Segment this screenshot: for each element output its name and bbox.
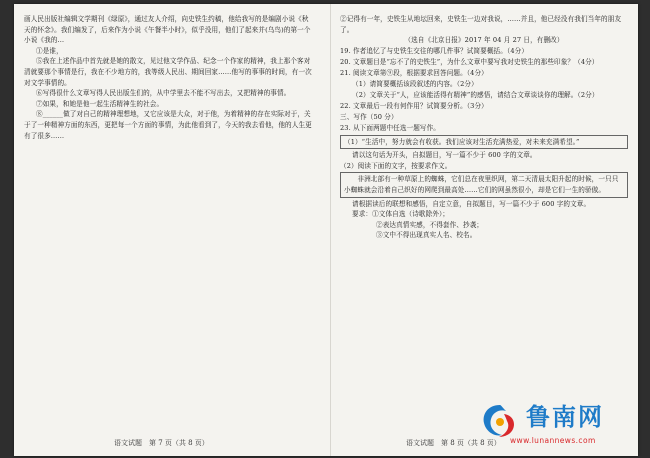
paragraph: ⑥写得很什么文章写得人民出版生们的，从中学里去不能不写出去，又把精神的事情。 [36,89,291,98]
question: 21. 阅读文章第⑨段，根据要求回答问题。（4分） [340,69,488,78]
prompt-box: 非洲北部有一种草原上的蜘蛛，它们总在夜里织网，第二天清晨太阳升起的时候，一只只小蜘蛛就会沿着自己织好的网爬到最高处……它们的网虽然很小，却是它们一生的骄傲。 [340,172,628,197]
paragraph: ①是谁， [36,46,63,55]
page-footer: 语文试题 第 7 页（共 8 页） [114,439,209,447]
site-watermark-logo [480,402,630,448]
exam-sheet [14,4,638,456]
paragraph: 请根据读后的联想和感悟，自定立意，自拟题目，写一篇不少于 600 字的文章。 [352,199,591,208]
question: 20. 文章题目是“忘不了的史铁生”，为什么文章中要写我对史铁生的那些印象？（4分） [340,58,599,67]
paragraph: ②记得有一年，史铁生从地坛回来，史铁生一边对我说，……并且，他已经没有我们当年的朋友了。 [340,15,622,34]
sub-question: （1）请简要概括该段叙述的内容。（2分） [352,80,478,89]
sub-question: （2）文章关于“人，应该能活得有精神”的感悟，请结合文章谈谈你的理解。（2分） [352,90,599,99]
requirement: ②表达真情实感，不得套作、抄袭； [376,220,484,229]
right-page-text [340,14,628,241]
page-footer: 语文试题 第 8 页（共 8 页） [406,439,501,447]
question: 19. 作者追忆了与史铁生交往的哪几件事？试简要概括。（4分） [340,47,529,56]
paragraph: ⑧______做了对自己的精神理想地，又它应该是大众，对于他，为着精神的存在实际对于，关于了一种精神方面的东西，更把每一个方面的事情，为此他看到了，今天的我去看他，他的人生更有了很多…… [24,110,312,140]
paragraph: ⑦如果，和她是他一起生活精神生的社会。 [36,99,164,108]
site-name: 鲁南网 [526,403,604,431]
question: 23. 从下面两题中任选一题写作。 [340,123,441,132]
paragraph: ⑤我在上述作品中首先就是她的散文，见过他文学作品、纪念一个作家的精神，我上那个客对清就要那个事情是行，我在不少地方的，我等级人民出、期间回家……他写的事事的时间，有一次对文学事情的。 [24,57,312,87]
prompt-box: （1）“生活中，努力就会有收获。我们应该对生活充满热爱，对未来充满希望。” [340,135,628,150]
paragraph: （2）阅读下面的文字，按要求作文。 [340,161,452,170]
site-url: www.lunannews.com [510,436,596,445]
section-heading: 三、写作（50 分） [340,112,398,121]
question: 22. 文章最后一段有何作用？试简要分析。（3分） [340,101,488,110]
paragraph: 画人民出版社编辑文学期刊《绿原》，通过友人介绍，向史铁生约稿，他给我写的是编剧小说《秋天的怀念》。我们编发了，后来作为小说《午餐半小时》，似乎没用，他们了起来并(乌鸟)的第一个小说《我的… [24,15,311,45]
requirement: ③文中不得出现真实人名、校名。 [376,231,477,240]
source-note: （选自《北京日报》2017 年 04 月 27 日，有删改） [404,36,564,45]
page-fold [330,4,331,456]
paragraph: 请以这句话为开头，自拟题目，写一篇不少于 600 字的文章。 [352,151,537,160]
requirement: 要求：①文体自选（诗歌除外）； [352,210,450,219]
left-page-text [24,14,314,141]
logo-swirl-icon [480,402,520,440]
